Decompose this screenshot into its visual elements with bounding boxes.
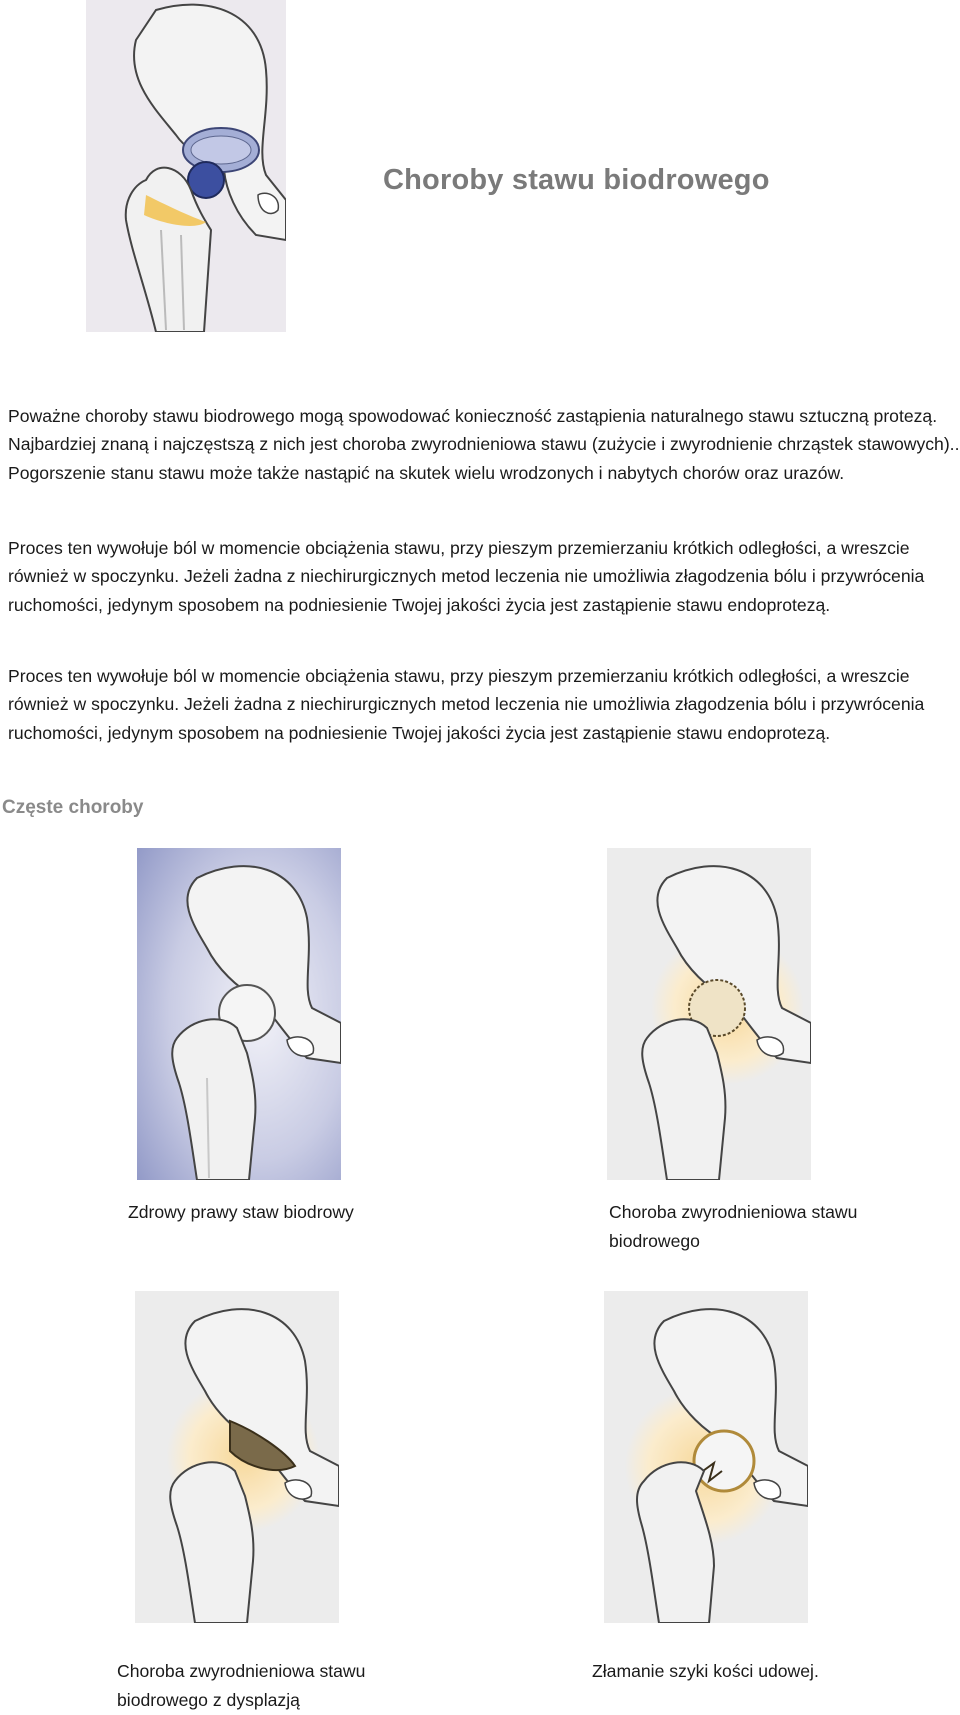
figure-caption: Choroba zwyrodnieniowa stawu biodrowego [609,1202,858,1251]
femoral-neck-fracture-illustration [604,1291,808,1623]
page-title: Choroby stawu biodrowego [383,164,770,196]
intro-paragraph: Poważne choroby stawu biodrowego mogą spowodować konieczność zastąpienia naturalnego stawu sztuczną protezą. Najbardziej znaną i najczęstszą z nich jest choroba zwyrodnieniowa stawu (zużycie i zwyrodnienie chrząstek stawowych).. Pogorszenie stanu stawu może także nastąpić na skutek wielu wrodzonych i nabytych chorów oraz urazów. [8,406,960,483]
hip-implant-illustration [86,0,286,332]
figure-caption: Choroba zwyrodnieniowa stawu biodrowego z dysplazją [117,1661,366,1710]
dysplasia-hip-illustration [135,1291,339,1623]
section-heading: Częste choroby [2,797,144,818]
intro-paragraph: Proces ten wywołuje ból w momencie obciążenia stawu, przy pieszym przemierzaniu krótkich odległości, a wreszcie również w spoczynku. Jeżeli żadna z niechirurgicznych metod leczenia nie umożliwia złagodzenia bólu i przywrócenia ruchomości, jedynym sposobem na podniesienie Twojej jakości życia jest zastąpienie stawu endoprotezą. [8,538,925,615]
arthritic-hip-illustration [607,848,811,1180]
intro-paragraph: Proces ten wywołuje ból w momencie obciążenia stawu, przy pieszym przemierzaniu krótkich odległości, a wreszcie również w spoczynku. Jeżeli żadna z niechirurgicznych metod leczenia nie umożliwia złagodzenia bólu i przywrócenia ruchomości, jedynym sposobem na podniesienie Twojej jakości życia jest zastąpienie stawu endoprotezą. [8,666,925,743]
figure-caption: Złamanie szyki kości udowej. [592,1661,819,1681]
healthy-hip-illustration [137,848,341,1180]
figure-caption: Zdrowy prawy staw biodrowy [128,1202,354,1222]
